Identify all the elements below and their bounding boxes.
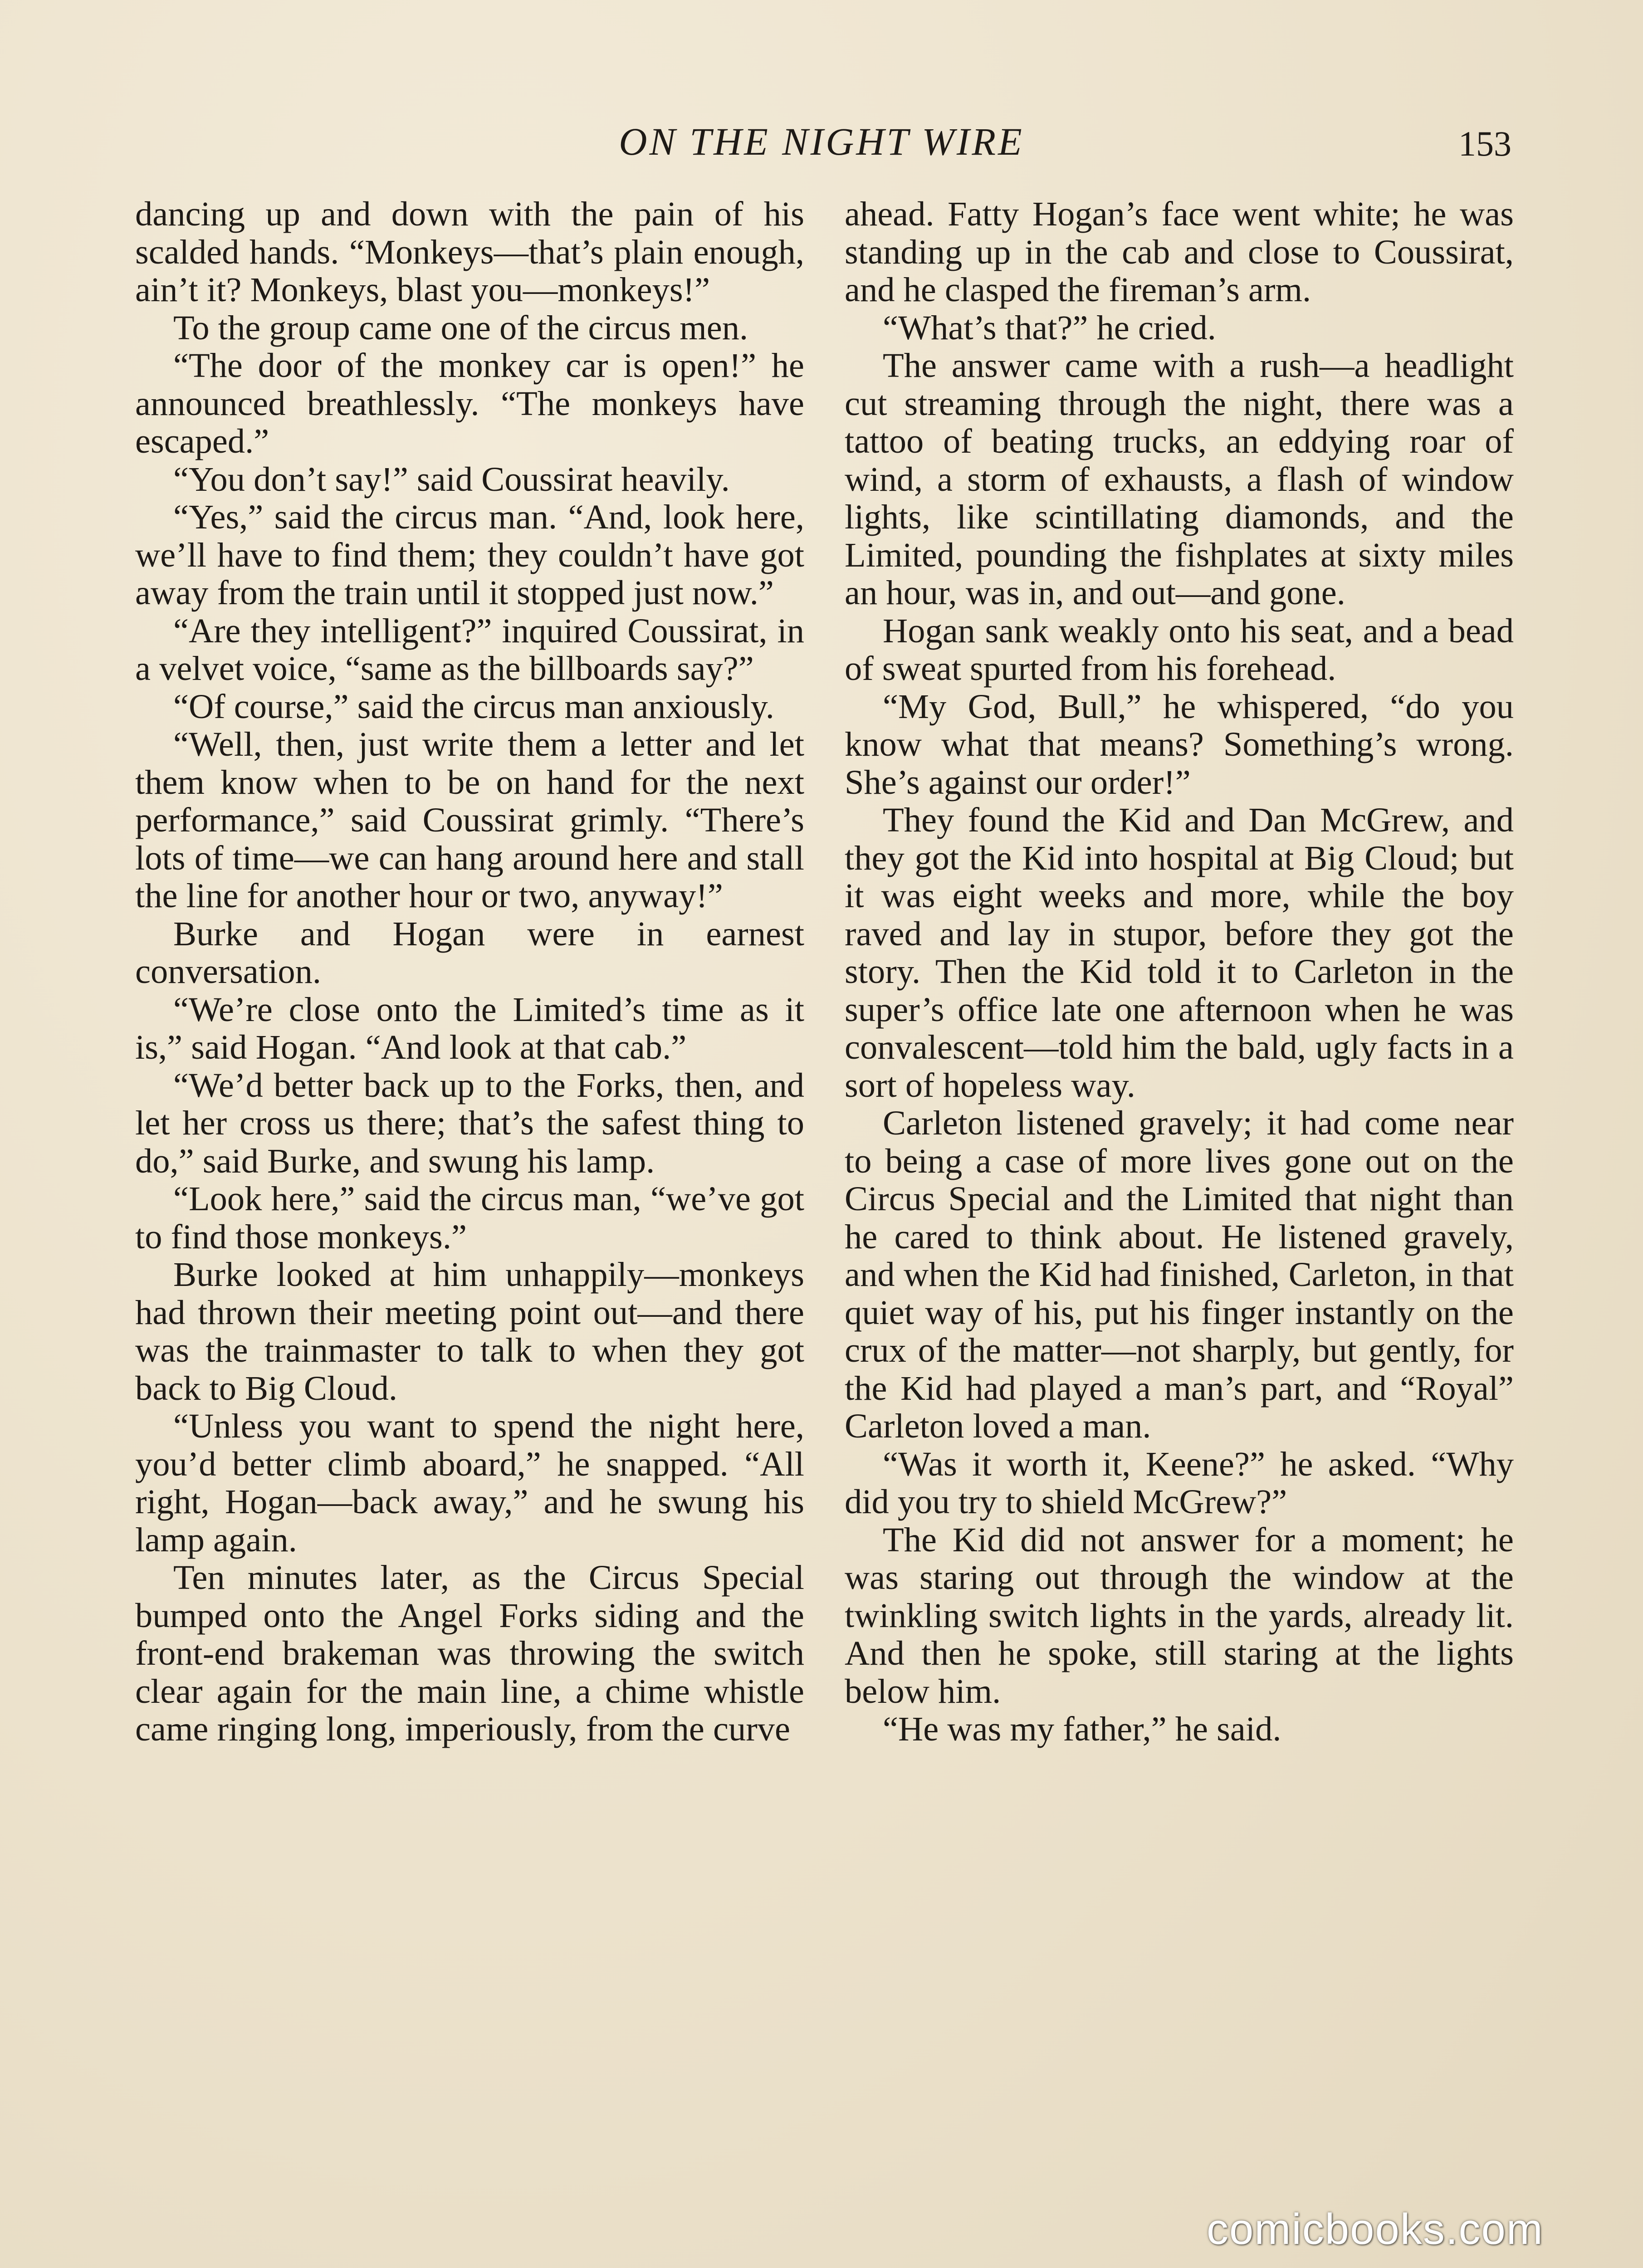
paragraph: “You don’t say!” said Coussirat heavily. — [173, 459, 730, 499]
paragraph: “Yes,” said the circus man. “And, look here, we’ll have to find them; they couldn’t have got away from the train until it stopped just now.” — [135, 498, 804, 612]
paragraph: “He was my father,” he said. — [883, 1710, 1281, 1748]
paragraph: “We’d better back up to the Forks, then, and let her cross us there; that’s the safest thing to do,” said Burke, and swung his lamp. — [135, 1066, 804, 1180]
paragraph: ahead. Fatty Hogan’s face went white; he was standing up in the cab and close to Coussirat, and he clasped the fireman’s arm. — [845, 195, 1514, 309]
paragraph: Carleton listened gravely; it had come near to being a case of more lives gone out on the Circus Special and the Limited that night than he cared to think about. He listened gravely, and when the Kid had finished, Carleton, in that quiet way of his, put his finger instantly on the crux of the matter—not sharply, but gently, for the Kid had played a man’s part, and “Royal” Carleton loved a man. — [845, 1104, 1514, 1445]
paragraph: The Kid did not answer for a moment; he was staring out through the window at the twinkling switch lights in the yards, already lit. And then he spoke, still staring at the lights below him. — [845, 1520, 1514, 1711]
paragraph: “Well, then, just write them a letter and let them know when to be on hand for the next performance,” said Coussirat grimly. “There’s lots of time—we can hang around here and stall the line for another hour or two, anyway!” — [135, 725, 804, 915]
paragraph: They found the Kid and Dan McGrew, and they got the Kid into hospital at Big Cloud; but it was eight weeks and more, while the boy raved and lay in stupor, before they got the story. Then the Kid told it to Carleton in the super’s office late one afternoon when he was convalescent—told him the bald, ugly facts in a sort of hopeless way. — [845, 801, 1514, 1105]
paragraph: To the group came one of the circus men. — [173, 308, 748, 347]
watermark: comicbooks.com — [1207, 2205, 1544, 2253]
paragraph: Ten minutes later, as the Circus Special bumped onto the Angel Forks siding and the front-end brakeman was throwing the switch clear again for the main line, a chime whistle came ringing long, imperiously, from the curve — [135, 1558, 804, 1748]
paragraph: “My God, Bull,” he whispered, “do you know what that means? Something’s wrong. She’s against our order!” — [845, 687, 1514, 802]
paragraph: “The door of the monkey car is open!” he announced breathlessly. “The monkeys have escaped.” — [135, 346, 804, 460]
paragraph: “Unless you want to spend the night here, you’d better climb aboard,” he snapped. “All right, Hogan—back away,” and he swung his lamp again. — [135, 1407, 804, 1559]
paragraph: dancing up and down with the pain of his scalded hands. “Monkeys—that’s plain enough, ain’t it? Monkeys, blast you—monkeys!” — [135, 195, 804, 309]
paragraph: “Of course,” said the circus man anxiously. — [173, 687, 774, 726]
paragraph: Burke and Hogan were in earnest conversation. — [135, 914, 804, 991]
paragraph: “We’re close onto the Limited’s time as it is,” said Hogan. “And look at that cab.” — [135, 990, 804, 1066]
paragraph: “Are they intelligent?” inquired Coussirat, in a velvet voice, “same as the billboards say?” — [135, 611, 804, 688]
paragraph: “Was it worth it, Keene?” he asked. “Why did you try to shield McGrew?” — [845, 1444, 1514, 1521]
left-text-column — [135, 195, 804, 1748]
paragraph: “What’s that?” he cried. — [883, 308, 1216, 347]
running-title: ON THE NIGHT WIRE — [619, 120, 1024, 163]
right-text-column — [845, 195, 1514, 1748]
paragraph: Burke looked at him unhappily—monkeys had thrown their meeting point out—and there was the trainmaster to talk to when they got back to Big Cloud. — [135, 1255, 804, 1408]
paragraph: Hogan sank weakly onto his seat, and a bead of sweat spurted from his forehead. — [845, 611, 1514, 688]
page-number: 153 — [1458, 124, 1511, 163]
paragraph: The answer came with a rush—a headlight cut streaming through the night, there was a tattoo of beating trucks, an eddying roar of wind, a storm of exhausts, a flash of window lights, like scintillating diamonds, and the Limited, pounding the fishplates at sixty miles an hour, was in, and out—and gone. — [845, 346, 1514, 612]
paragraph: “Look here,” said the circus man, “we’ve got to find those monkeys.” — [135, 1179, 804, 1256]
